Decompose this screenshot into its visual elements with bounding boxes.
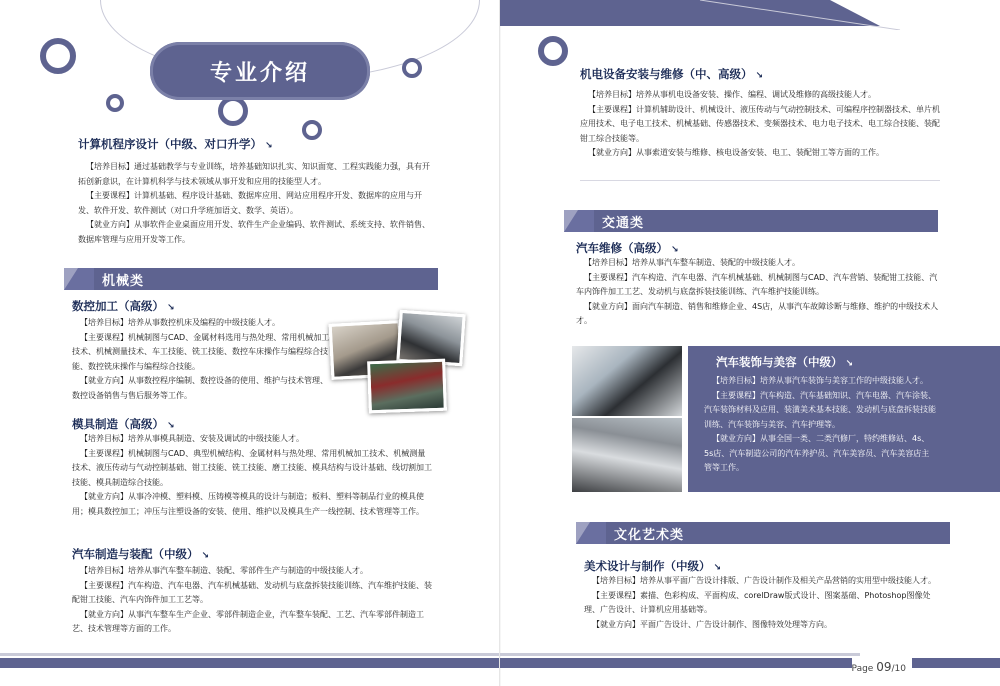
program-description xyxy=(584,574,944,632)
footer-bar xyxy=(500,658,852,668)
highlight-box xyxy=(688,346,1000,492)
training-goal: 【培养目标】培养从事模具制造、安装及调试的中级技能人才。 xyxy=(80,434,304,443)
training-goal: 【培养目标】培养从事汽车整车制造、装配的中级技能人才。 xyxy=(584,258,800,267)
arrow-icon: ↘ xyxy=(845,359,854,369)
program-title xyxy=(72,546,209,562)
main-courses: 【主要课程】汽车构造、汽车基础知识、汽车电器、汽车涂装、汽车装饰材料及应用、装潢美术基本技能、发动机与底盘拆装技能训练、汽车装饰与美容、汽车护理等。 xyxy=(704,390,936,429)
training-goal: 【培养目标】培养从事机电设备安装、操作、编程、调试及维修的高级技能人才。 xyxy=(588,90,876,99)
main-courses: 【主要课程】机械制图与CAD、典型机械结构、金属材料与热处理、常用机械加工技术、机械测量技术、液压传动与气动控制基础、钳工技能、铣工技能、磨工技能、模具结构与设计基础、线切割加工技能、模具制造综合技能。 xyxy=(72,448,432,487)
program-title-text: 美术设计与制作（中级） xyxy=(584,559,711,573)
program-title-text: 汽车装饰与美容（中级） xyxy=(716,355,843,369)
arrow-icon: ↘ xyxy=(167,303,175,313)
arrow-icon: ↘ xyxy=(671,245,679,255)
page-label: Page xyxy=(851,664,874,674)
workshop-photo xyxy=(367,359,447,414)
arrow-icon: ↘ xyxy=(167,421,175,431)
training-goal: 【培养目标】培养从事数控机床及编程的中级技能人才。 xyxy=(80,318,280,327)
program-title-text: 模具制造（高级） xyxy=(72,417,164,431)
footer-bar xyxy=(0,658,500,668)
program-description xyxy=(72,432,432,519)
program-title-text: 汽车制造与装配（中级） xyxy=(72,547,199,561)
training-goal: 【培养目标】培养从事汽车装饰与美容工作的中级技能人才。 xyxy=(712,376,928,385)
page-current: 09 xyxy=(876,660,892,674)
footer-bar xyxy=(912,658,1000,668)
arrow-icon: ↘ xyxy=(201,551,210,561)
page-number: Page 09/10 xyxy=(851,660,906,674)
workshop-photo xyxy=(396,310,465,366)
top-band xyxy=(500,0,1000,30)
arrow-icon: ↘ xyxy=(265,141,273,151)
program-title xyxy=(716,354,853,370)
section-title: 文化艺术类 xyxy=(606,522,950,544)
program-title xyxy=(576,240,679,256)
decorative-ring xyxy=(538,36,568,66)
main-courses: 【主要课程】汽车构造、汽车电器、汽车机械基础、发动机与底盘拆装技能训练、汽车维护技能、装配钳工技能、汽车内饰件加工工艺等。 xyxy=(72,580,432,604)
career-direction: 【就业方向】面向汽车制造、销售和维修企业、4S店，从事汽车故障诊断与维修、维护的中级技术人才。 xyxy=(576,301,939,325)
program-title xyxy=(72,416,175,432)
program-description xyxy=(72,564,432,637)
career-direction: 【就业方向】从事索道安装与维修、核电设备安装、电工、装配钳工等方面的工作。 xyxy=(588,148,884,157)
car-workshop-photo xyxy=(572,418,682,492)
career-direction: 【就业方向】从事汽车整车生产企业、零部件制造企业，汽车整车装配、工艺、汽车零部件制造工艺、技术管理等方面的工作。 xyxy=(72,609,424,633)
section-header-traffic xyxy=(564,210,938,232)
section-header-mechanical xyxy=(64,268,438,290)
decorative-ring xyxy=(218,96,248,126)
career-direction: 【就业方向】从事全国一类、二类汽修厂，特约维修站、4s、5s店、汽车制造公司的汽车养护员、汽车美容员、汽车美容店主管等工作。 xyxy=(704,434,930,472)
career-direction: 【就业方向】从事数控程序编制、数控设备的使用、维护与技术管理、数控设备销售与售后服务等工作。 xyxy=(72,376,328,400)
program-title-text: 机电设备安装与维修（中、高级） xyxy=(580,67,753,81)
section-tab-icon xyxy=(64,268,94,290)
page-title: 专业介绍 xyxy=(150,42,370,100)
program-description xyxy=(78,160,436,247)
divider xyxy=(580,180,940,181)
program-title xyxy=(72,298,175,314)
section-tab-icon xyxy=(564,210,594,232)
program-title-text: 计算机程序设计（中级、对口升学） xyxy=(78,137,262,151)
right-page xyxy=(500,0,1000,686)
career-direction: 【就业方向】从事冷冲模、塑料模、压铸模等模具的设计与制造；板料、塑料等制品行业的模具使用；模具数控加工；冲压与注塑设备的安装、使用、维护以及模具生产一线控制、技术管理等工作。 xyxy=(72,492,424,516)
training-goal: 【培养目标】培养从事平面广告设计排版、广告设计制作及相关产品营销的实用型中级技能人才。 xyxy=(592,576,936,585)
training-goal: 【培养目标】培养从事汽车整车制造、装配、零部件生产与制造的中级技能人才。 xyxy=(80,566,368,575)
program-title-text: 汽车维修（高级） xyxy=(576,241,668,255)
program-title xyxy=(584,558,721,574)
career-direction: 【就业方向】平面广告设计、广告设计制作、图像特效处理等方向。 xyxy=(592,619,832,629)
decorative-ring xyxy=(40,38,76,74)
page-next: 10 xyxy=(894,664,906,674)
footer-stripe xyxy=(500,653,860,656)
section-header-art xyxy=(576,522,950,544)
program-description xyxy=(580,88,942,161)
program-title xyxy=(580,66,763,82)
program-description xyxy=(576,256,940,329)
program-description xyxy=(72,316,330,403)
main-courses: 【主要课程】机械制图与CAD、金属材料选用与热处理、常用机械加工技术、机械测量技术、车工技能、铣工技能、数控车床操作与编程综合技能、数控铣床操作与编程综合技能。 xyxy=(72,332,330,371)
decorative-ring xyxy=(302,120,322,140)
section-title: 交通类 xyxy=(594,210,938,232)
program-title-text: 数控加工（高级） xyxy=(72,299,164,313)
career-direction: 【就业方向】从事软件企业桌面应用开发、软件生产企业编码、软件测试、系统支持、软件销售、数据库管理与应用开发等工作。 xyxy=(78,220,430,244)
footer-stripe xyxy=(0,653,500,656)
decorative-ring xyxy=(106,94,124,112)
decorative-ring xyxy=(402,58,422,78)
arrow-icon: ↘ xyxy=(713,563,722,573)
program-description xyxy=(704,374,936,476)
main-courses: 【主要课程】素描、色彩构成、平面构成、corelDraw版式设计、图案基础、Photoshop图像处理、广告设计、计算机应用基础等。 xyxy=(584,590,931,614)
training-goal: 【培养目标】通过基础教学与专业训练，培养基础知识扎实、知识面宽、工程实践能力强，具有开拓创新意识，在计算机科学与技术领域从事开发和应用的技能型人才。 xyxy=(78,162,430,186)
main-courses: 【主要课程】计算机基础、程序设计基础、数据库应用、网站应用程序开发、数据库的应用与开发、软件开发、软件测试（对口升学班加语文、数学、英语）。 xyxy=(78,191,422,215)
arrow-icon: ↘ xyxy=(755,71,764,81)
main-courses: 【主要课程】计算机辅助设计、机械设计、液压传动与气动控制技术、可编程序控制器技术、单片机应用技术、电子电工技术、机械基础、传感器技术、变频器技术、电力电子技术、电工综合技能、装配钳工综合技能等。 xyxy=(580,104,940,143)
car-workshop-photo xyxy=(572,346,682,416)
section-title: 机械类 xyxy=(94,268,438,290)
program-title xyxy=(78,136,273,152)
main-courses: 【主要课程】汽车构造、汽车电器、汽车机械基础、机械制图与CAD、汽车营销、装配钳工技能、汽车内饰件加工工艺、发动机与底盘拆装技能训练、汽车维护技能训练。 xyxy=(576,272,938,296)
section-tab-icon xyxy=(576,522,606,544)
